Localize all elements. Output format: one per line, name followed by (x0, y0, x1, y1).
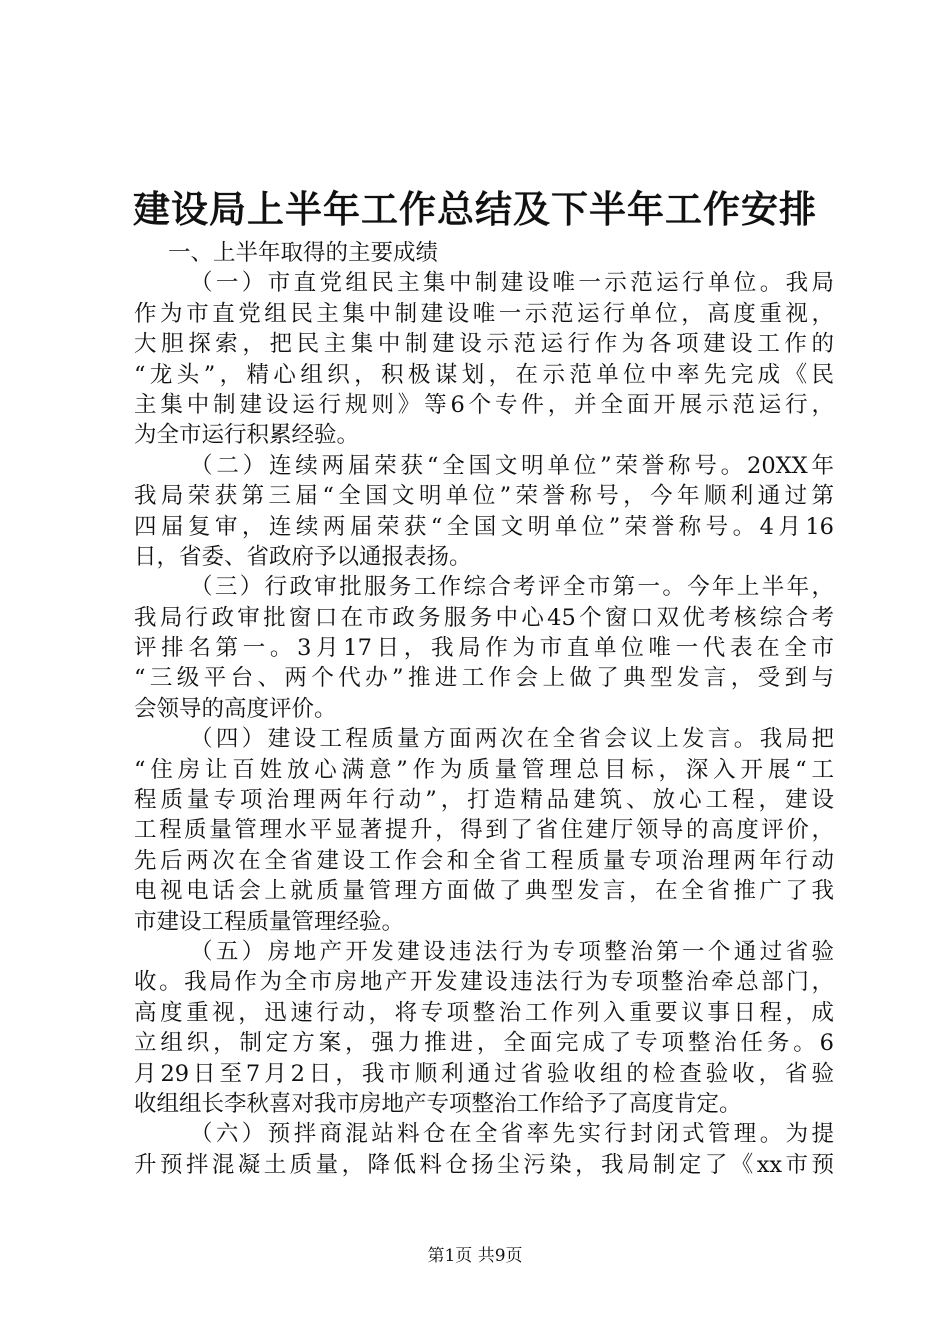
body-line: 先后两次在全省建设工作会和全省工程质量专项治理两年行动 (134, 847, 834, 874)
body-line: （三）行政审批服务工作综合考评全市第一。今年上半年， (190, 574, 834, 601)
body-line: 市建设工程质量管理经验。 (134, 908, 405, 935)
body-line: 主集中制建设运行规则》等6个专件，并全面开展示范运行， (134, 391, 834, 418)
body-line: 评排名第一。3月17日，我局作为市直单位唯一代表在全市 (134, 635, 834, 662)
body-line: 月29日至7月2日，我市顺利通过省验收组的检查验收，省验 (134, 1060, 834, 1087)
body-line: 程质量专项治理两年行动”，打造精品建筑、放心工程，建设 (134, 787, 834, 814)
body-line: （二）连续两届荣获“全国文明单位”荣誉称号。20XX年 (190, 452, 834, 479)
body-line: 日，省委、省政府予以通报表扬。 (134, 543, 472, 570)
body-line: 电视电话会上就质量管理方面做了典型发言，在全省推广了我 (134, 878, 834, 905)
page-footer: 第1页 共9页 (427, 1246, 523, 1266)
body-line: 作为市直党组民主集中制建设唯一示范运行单位，高度重视， (134, 300, 834, 327)
body-line: 高度重视，迅速行动，将专项整治工作列入重要议事日程，成 (134, 999, 834, 1026)
body-line: 大胆探索，把民主集中制建设示范运行作为各项建设工作的 (134, 331, 834, 358)
body-line: 四届复审，连续两届荣获“全国文明单位”荣誉称号。4月16 (134, 513, 834, 540)
body-line: 立组织，制定方案，强力推进，全面完成了专项整治任务。6 (134, 1030, 834, 1057)
body-line: “三级平台、两个代办”推进工作会上做了典型发言，受到与 (134, 665, 834, 692)
body-line: （一）市直党组民主集中制建设唯一示范运行单位。我局 (190, 270, 834, 297)
body-line: 收。我局作为全市房地产开发建设违法行为专项整治牵总部门， (134, 969, 834, 996)
body-line: “龙头”，精心组织，积极谋划，在示范单位中率先完成《民 (134, 361, 834, 388)
body-line: 为全市运行积累经验。 (134, 422, 360, 449)
body-line: 收组组长李秋喜对我市房地产专项整治工作给予了高度肯定。 (134, 1090, 742, 1117)
body-line: 工程质量管理水平显著提升，得到了省住建厅领导的高度评价， (134, 817, 834, 844)
body-line: 升预拌混凝土质量，降低料仓扬尘污染，我局制定了《xx市预 (134, 1151, 834, 1178)
body-line: 我局荣获第三届“全国文明单位”荣誉称号，今年顺利通过第 (134, 483, 834, 510)
body-line: （六）预拌商混站料仓在全省率先实行封闭式管理。为提 (190, 1121, 834, 1148)
document-body (134, 238, 834, 1180)
body-line: （四）建设工程质量方面两次在全省会议上发言。我局把 (190, 726, 834, 753)
document-title: 建设局上半年工作总结及下半年工作安排 (133, 187, 817, 231)
body-line: 我局行政审批窗口在市政务服务中心45个窗口双优考核综合考 (134, 604, 834, 631)
body-line: 会领导的高度评价。 (134, 695, 337, 722)
body-line: “住房让百姓放心满意”作为质量管理总目标，深入开展“工 (134, 756, 834, 783)
body-line: （五）房地产开发建设违法行为专项整治第一个通过省验 (190, 938, 834, 965)
body-line: 一、上半年取得的主要成绩 (168, 240, 439, 266)
